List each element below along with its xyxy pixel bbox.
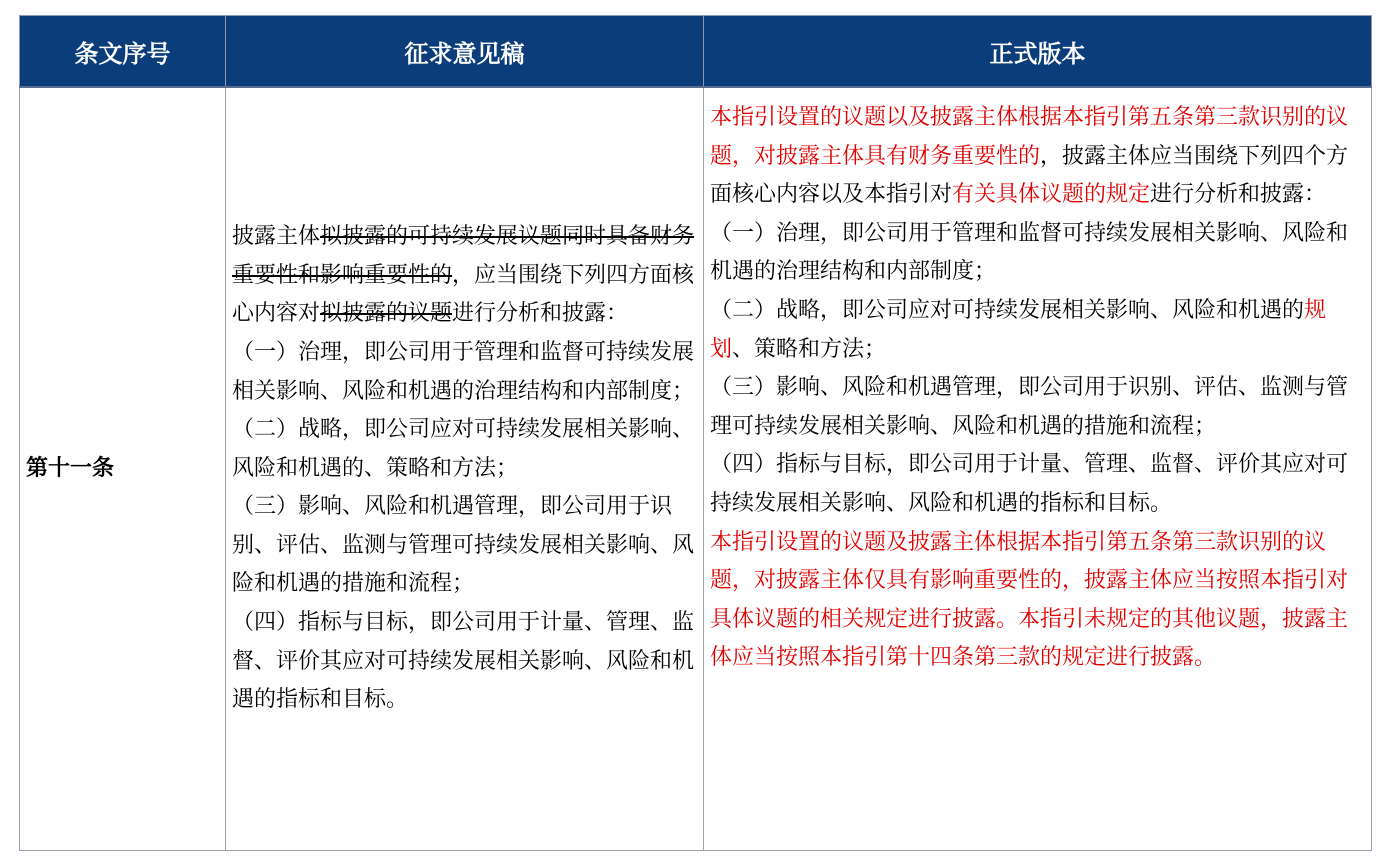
draft-text-cell [226, 87, 704, 851]
header-row [20, 16, 1372, 88]
draft-item-metrics-targets: （四）指标与目标，即公司用于计量、管理、监督、评价其应对可持续发展相关影响、风险和机遇的指标和目标。 [232, 610, 695, 713]
final-item-text: （二）战略，即公司应对可持续发展相关影响、风险和机遇的 [710, 297, 1305, 323]
header-draft-version: 征求意见稿 [226, 16, 704, 88]
header-article-number: 条文序号 [20, 16, 226, 88]
final-item-metrics-targets: （四）指标与目标，即公司用于计量、管理、监督、评价其应对可持续发展相关影响、风险和机遇的指标和目标。 [710, 452, 1349, 516]
draft-intro [232, 218, 695, 334]
table-row [20, 87, 1372, 851]
final-item-risk-management: （三）影响、风险和机遇管理，即公司用于识别、评估、监测与管理可持续发展相关影响、风险和机遇的措施和流程； [710, 375, 1349, 439]
draft-intro-text: 进行分析和披露： [452, 301, 629, 327]
article-number-cell: 第十一条 [20, 87, 226, 851]
final-item-text: 、策略和方法； [732, 336, 887, 362]
header-final-version: 正式版本 [704, 16, 1372, 88]
draft-deleted-text: 拟披露的议题 [320, 301, 453, 327]
final-added-text: 有关具体议题的规定 [952, 182, 1151, 208]
draft-deleted-text: 拟披露的可持续发展议题同时具备财务重要性和影响重要性的 [232, 224, 695, 288]
final-added-text: 规划 [710, 297, 1327, 362]
draft-item-risk-management: （三）影响、风险和机遇管理，即公司用于识别、评估、监测与管理可持续发展相关影响、风险和机遇的措施和流程； [232, 494, 695, 597]
draft-item-governance: （一）治理，即公司用于管理和监督可持续发展相关影响、风险和机遇的治理结构和内部制度； [232, 339, 695, 404]
final-item-governance: （一）治理，即公司用于管理和监督可持续发展相关影响、风险和机遇的治理结构和内部制度； [710, 220, 1349, 285]
comparison-table [19, 15, 1372, 851]
final-intro-text: 进行分析和披露： [1150, 182, 1327, 208]
final-closing-added-paragraph: 本指引设置的议题及披露主体根据本指引第五条第三款识别的议题，对披露主体仅具有影响重要性的，披露主体应当按照本指引对具体议题的相关规定进行披露。本指引未规定的其他议题，披露主体应当按照本指引第十四条第三款的规定进行披露。 [710, 529, 1349, 671]
final-added-text: 本指引设置的议题以及披露主体根据本指引第五条第三款识别的议题，对披露主体具有财务重要性的 [710, 105, 1349, 169]
draft-intro-text: 披露主体 [232, 224, 321, 250]
final-intro-text: ，披露主体应当围绕下列四个方面核心内容以及本指引对 [710, 143, 1349, 208]
final-item-strategy [710, 292, 1361, 369]
final-text-body [710, 88, 1361, 678]
final-intro [710, 99, 1361, 215]
draft-intro-text: ，应当围绕下列四方面核心内容对 [232, 262, 695, 327]
draft-item-strategy: （二）战略，即公司应对可持续发展相关影响、风险和机遇的、策略和方法； [232, 417, 695, 481]
final-text-cell [704, 87, 1372, 851]
